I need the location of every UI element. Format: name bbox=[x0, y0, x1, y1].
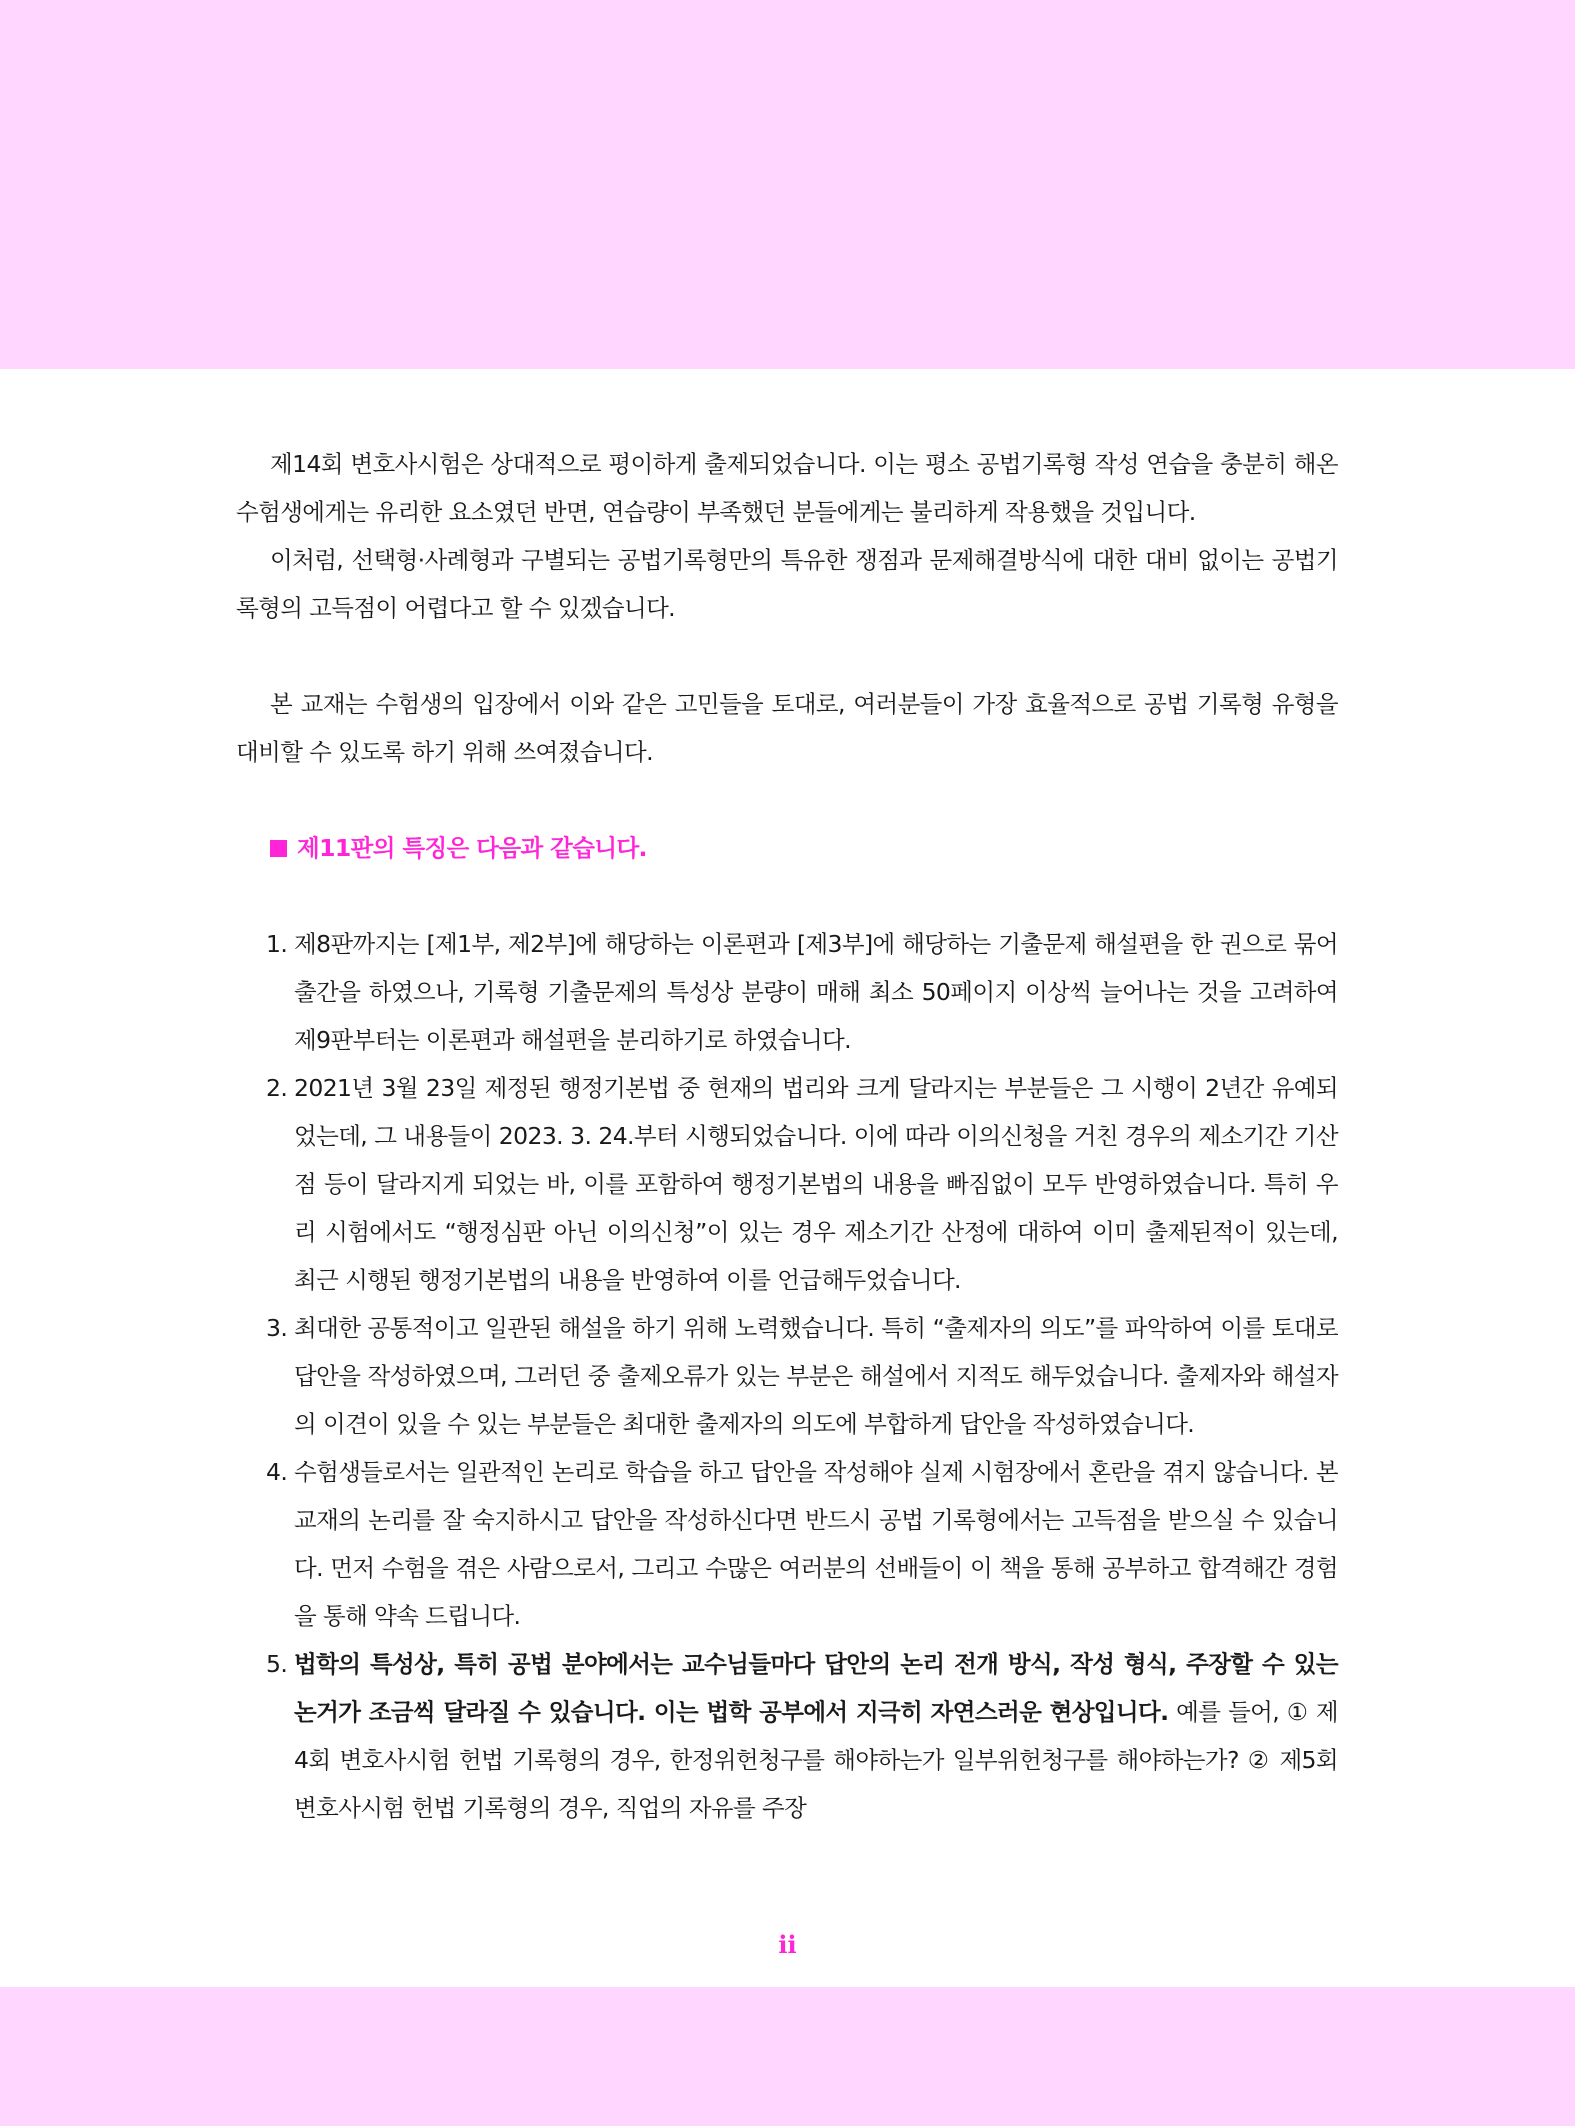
list-item-text: 예를 들어, ① 제4회 변호사시험 헌법 기록형의 경우, 한정위헌청구를 해야하는가 일부위헌청구를 해야하는가? ② 제5회 변호사시험 헌법 기록형의 경우, 직업의 자유를 주장 bbox=[294, 1698, 1338, 1822]
list-item-number: 3. bbox=[266, 1314, 288, 1342]
section-heading-text: 제11판의 특징은 다음과 같습니다. bbox=[297, 834, 647, 862]
list-item bbox=[266, 1640, 1338, 1832]
list-item-number: 1. bbox=[266, 930, 288, 958]
list-item-text: 2021년 3월 23일 제정된 행정기본법 중 현재의 법리와 크게 달라지는 부분들은 그 시행이 2년간 유예되었는데, 그 내용들이 2023. 3. 24.부터 시행되었습니다. 이에 따라 이의신청을 거친 경우의 제소기간 기산점 등이 달라지게 되었는 바, 이를 포함하여 행정기본법의 내용을 빠짐없이 모두 반영하였습니다. 특히 우리 시험에서도 “행정심판 아닌 이의신청”이 있는 경우 제소기간 산정에 대하여 이미 출제된적이 있는데, 최근 시행된 행정기본법의 내용을 반영하여 이를 언급해두었습니다. bbox=[294, 1074, 1338, 1294]
list-item-number: 4. bbox=[266, 1458, 288, 1486]
list-item-text: 최대한 공통적이고 일관된 해설을 하기 위해 노력했습니다. 특히 “출제자의 의도”를 파악하여 이를 토대로 답안을 작성하였으며, 그러던 중 출제오류가 있는 부분은 해설에서 지적도 해두었습니다. 출제자와 해설자의 이견이 있을 수 있는 부분들은 최대한 출제자의 의도에 부합하게 답안을 작성하였습니다. bbox=[294, 1314, 1338, 1438]
list-item-number: 5. bbox=[266, 1650, 288, 1678]
section-heading bbox=[270, 824, 1338, 872]
bottom-band bbox=[0, 1987, 1575, 2126]
list-item-bold-text: 법학의 특성상, 특히 공법 분야에서는 교수님들마다 답안의 논리 전개 방식, 작성 형식, 주장할 수 있는 논거가 조금씩 달라질 수 있습니다. 이는 법학 공부에서 지극히 자연스러운 현상입니다. bbox=[294, 1650, 1338, 1726]
list-item-text: 제8판까지는 [제1부, 제2부]에 해당하는 이론편과 [제3부]에 해당하는 기출문제 해설편을 한 권으로 묶어 출간을 하였으나, 기록형 기출문제의 특성상 분량이 매해 최소 50페이지 이상씩 늘어나는 것을 고려하여 제9판부터는 이론편과 해설편을 분리하기로 하였습니다. bbox=[294, 930, 1338, 1054]
square-icon bbox=[270, 840, 287, 857]
top-band bbox=[0, 0, 1575, 369]
page-content bbox=[236, 440, 1338, 1832]
list-item bbox=[266, 1448, 1338, 1640]
list-item bbox=[266, 1304, 1338, 1448]
page-number: ii bbox=[778, 1930, 797, 1959]
list-item bbox=[266, 920, 1338, 1064]
intro-paragraph-1: 제14회 변호사시험은 상대적으로 평이하게 출제되었습니다. 이는 평소 공법기록형 작성 연습을 충분히 해온 수험생에게는 유리한 요소였던 반면, 연습량이 부족했던 분들에게는 불리하게 작용했을 것입니다. bbox=[236, 450, 1338, 526]
list-item bbox=[266, 1064, 1338, 1304]
intro-paragraph-2: 이처럼, 선택형·사례형과 구별되는 공법기록형만의 특유한 쟁점과 문제해결방식에 대한 대비 없이는 공법기록형의 고득점이 어렵다고 할 수 있겠습니다. bbox=[236, 546, 1338, 622]
intro-paragraph-3: 본 교재는 수험생의 입장에서 이와 같은 고민들을 토대로, 여러분들이 가장 효율적으로 공법 기록형 유형을 대비할 수 있도록 하기 위해 쓰여졌습니다. bbox=[236, 690, 1338, 766]
list-item-text-container bbox=[294, 1640, 1338, 1832]
features-list bbox=[236, 920, 1338, 1832]
list-item-number: 2. bbox=[266, 1074, 288, 1102]
list-item-text: 수험생들로서는 일관적인 논리로 학습을 하고 답안을 작성해야 실제 시험장에서 혼란을 겪지 않습니다. 본 교재의 논리를 잘 숙지하시고 답안을 작성하신다면 반드시 공법 기록형에서는 고득점을 받으실 수 있습니다. 먼저 수험을 겪은 사람으로서, 그리고 수많은 여러분의 선배들이 이 책을 통해 공부하고 합격해간 경험을 통해 약속 드립니다. bbox=[294, 1458, 1338, 1630]
